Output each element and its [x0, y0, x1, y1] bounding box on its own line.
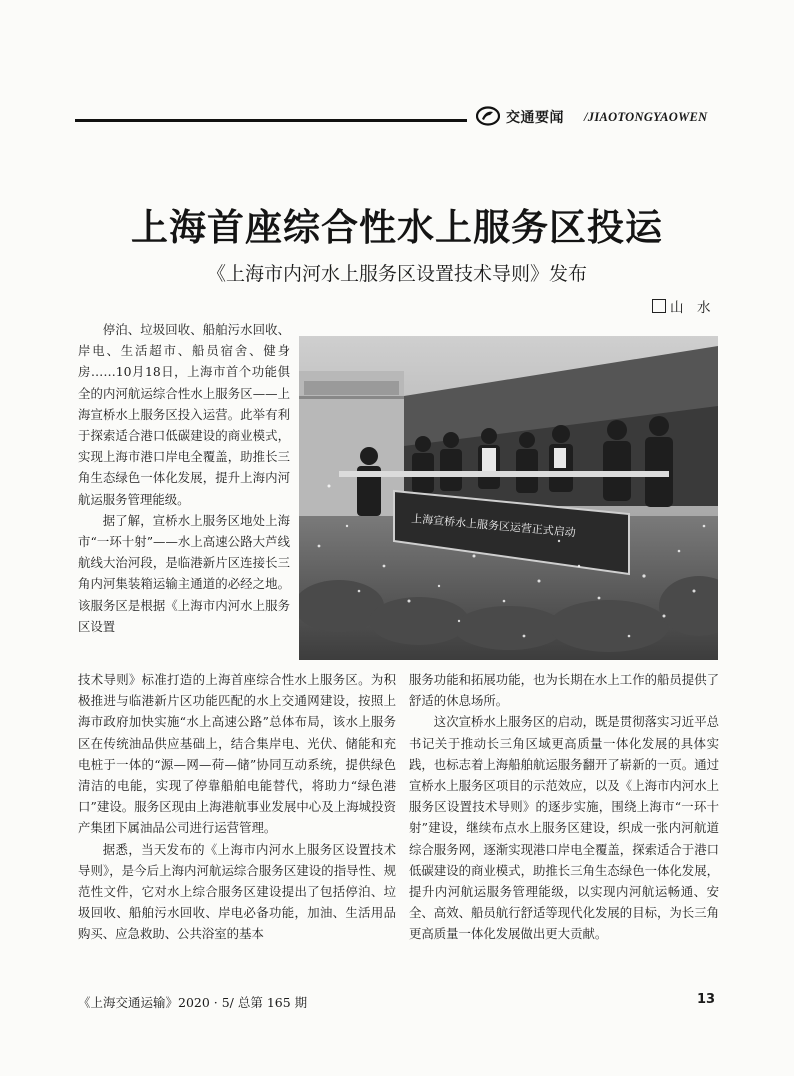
- text-column-right: [409, 669, 719, 945]
- ceremony-photo-graphic: [299, 336, 718, 660]
- paragraph: 据了解，宣桥水上服务区地处上海市“一环十射”——水上高速公路大芦线航线大治河段，是临港新片区连接长三角内河集装箱运输主通道的必经之地。该服务区是根据《上海市内河水上服务区设置: [78, 512, 290, 634]
- journal-footer: 《上海交通运输》2020 · 5/ 总第 165 期: [78, 995, 308, 1010]
- text-column-left-bottom: [78, 669, 396, 945]
- author-name: 山 水: [670, 300, 711, 316]
- paragraph: 技术导则》标准打造的上海首座综合性水上服务区。为积极推进与临港新片区功能匹配的水上交通网建设，按照上海市政府加快实施“水上高速公路”总体布局，该水上服务区在传统油品供应基础上，结合集岸电、光伏、储能和充电桩于一体的“源—网—荷—储”协同互动系统，提供绿色清洁的电能，实现了停靠船舶电能替代，将助力“绿色港口”建设。服务区现由上海港航事业发展中心及上海城投资产集团下属油品公司进行运营管理。: [78, 672, 396, 836]
- page-number: 13: [697, 992, 716, 1007]
- paragraph: 停泊、垃圾回收、船舶污水回收、岸电、生活超市、船员宿舍、健身房……10月18日，上海市首个功能俱全的内河航运综合性水上服务区——上海宣桥水上服务区投入运营。此举有利于探索适合港口低碳建设的商业模式，实现上海市港口岸电全覆盖，助推长三角生态绿色一体化发展，提升上海内河航运服务管理能级。: [78, 322, 290, 507]
- author-box-icon: [652, 299, 666, 313]
- paragraph: 这次宣桥水上服务区的启动，既是贯彻落实习近平总书记关于推动长三角区域更高质量一体化发展的具体实践，也标志着上海船舶航运服务翻开了崭新的一页。通过宣桥水上服务区项目的示范效应，以及《上海市内河水上服务区设置技术导则》的逐步实施，围绕上海市“一环十射”建设，继续布点水上服务区建设，织成一张内河航道综合服务网，逐渐实现港口岸电全覆盖，探索适合于港口低碳建设的商业模式，助推长三角生态绿色一体化发展，提升内河航运服务管理能级，以实现内河航运畅通、安全、高效、船员航行舒适等现代化发展的目标，为长三角更高质量一体化发展做出更大贡献。: [409, 714, 719, 942]
- author-byline: [652, 296, 711, 316]
- section-title-en: /JIAOTONGYAOWEN: [584, 110, 708, 124]
- paragraph: 服务功能和拓展功能，也为长期在水上工作的船员提供了舒适的休息场所。: [409, 672, 719, 709]
- section-logo-icon: [476, 106, 500, 126]
- article-subtitle: 《上海市内河水上服务区设置技术导则》发布: [206, 263, 587, 285]
- banner-text: 上海宣桥水上服务区运营正式启动: [410, 512, 577, 540]
- text-column-left-top: [78, 319, 290, 637]
- section-title-zh: 交通要闻: [506, 110, 564, 126]
- article-title: 上海首座综合性水上服务区投运: [131, 206, 663, 249]
- ceremony-photo: [299, 336, 718, 660]
- header-rule: [75, 119, 467, 122]
- paragraph: 据悉，当天发布的《上海市内河水上服务区设置技术导则》，是今后上海内河航运综合服务区建设的指导性、规范性文件，它对水上综合服务区建设提出了包括停泊、垃圾回收、船舶污水回收、岸电必备功能，加油、生活用品购买、应急救助、公共浴室的基本: [78, 841, 396, 942]
